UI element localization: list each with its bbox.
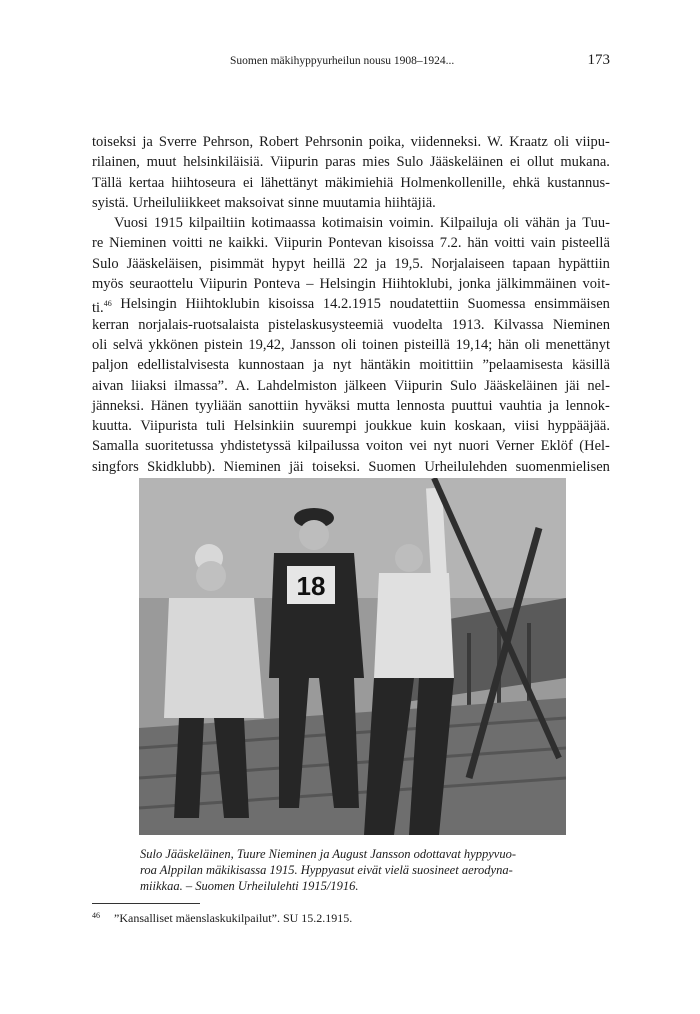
word: 22 <box>353 255 368 272</box>
word: kuutta. <box>92 418 132 435</box>
word: Sulo <box>450 377 477 394</box>
word: aivan <box>92 377 124 394</box>
footnote <box>92 911 612 926</box>
word: jälkeen <box>344 377 387 394</box>
word: oli <box>524 336 540 353</box>
word: vähän <box>525 215 560 232</box>
ski-jumpers-photo <box>139 478 566 835</box>
caption-line: Sulo Jääskeläinen, Tuure Nieminen ja August Jansson odottavat hyppyvuo- <box>140 847 516 861</box>
body-text <box>92 132 610 477</box>
word: hypättiin <box>558 255 610 272</box>
word: koskaan, <box>454 418 506 435</box>
word: Nieminen <box>109 235 167 252</box>
word: toiseksi <box>92 134 137 150</box>
text-line <box>92 213 610 233</box>
word: voimin. <box>389 215 434 232</box>
word: singfors <box>92 458 139 475</box>
word: voitti <box>494 235 525 252</box>
text-line <box>92 254 610 274</box>
text-line <box>92 152 610 172</box>
word: Eklöf <box>540 438 573 455</box>
word: Helsingin <box>319 276 376 293</box>
word: helsinkiläisiä. <box>183 154 264 171</box>
footnote-text: ”Kansalliset mäenslaskukilpailut”. SU 15.2.1915. <box>114 911 353 925</box>
word: Viipurista <box>140 418 198 435</box>
word: Sverre <box>158 134 197 150</box>
text-line <box>92 355 610 375</box>
text-line <box>92 396 610 416</box>
word: Urheilulehden <box>424 458 508 475</box>
word: jäi <box>565 377 580 394</box>
word: mutta <box>356 397 390 414</box>
word: Jääskeläinen <box>484 377 558 394</box>
word: edellistalvisesta <box>137 357 230 374</box>
word: käsillä <box>572 357 610 374</box>
footnote-ref: 46 <box>103 299 112 309</box>
photo-person3-arm <box>434 488 439 578</box>
word: ja <box>565 215 577 232</box>
photo-person1-head <box>196 561 226 591</box>
word: kotimaisin <box>321 215 383 232</box>
word: mäkimiehiä <box>324 174 394 191</box>
word: hän <box>497 336 519 353</box>
word: Suomessa <box>467 296 526 313</box>
word: Kilvassa <box>493 316 544 333</box>
word: oli <box>553 134 570 150</box>
word: Samalla <box>92 438 139 455</box>
word: ykkönen <box>148 336 199 353</box>
word: norjalais-ruotsalaista <box>138 316 260 333</box>
word: kilpailussa <box>297 438 360 455</box>
text-line <box>92 233 610 253</box>
word: jäi <box>289 458 304 475</box>
word: tuli <box>205 418 226 435</box>
word: muutamia <box>322 194 381 211</box>
word: W. <box>487 134 504 150</box>
word: ja <box>142 134 153 150</box>
word: yhdistetyssä <box>220 438 291 455</box>
word: ei <box>509 154 521 171</box>
word: voit- <box>582 276 610 293</box>
word: muut <box>146 154 177 171</box>
word: toiseksi. <box>312 458 360 475</box>
text-line <box>92 173 610 193</box>
word: tyyliään <box>195 397 242 414</box>
word: ei <box>242 174 254 191</box>
word: menettänyt <box>545 336 610 353</box>
photo-person3-sweater <box>374 573 454 678</box>
photo-bib-number: 18 <box>296 571 326 601</box>
word: Tällä <box>92 174 122 191</box>
text-line <box>92 294 610 317</box>
word: maksoivat <box>224 194 285 211</box>
word: Jansson <box>290 336 336 353</box>
word: ja <box>548 397 559 414</box>
word: hyppääjää. <box>547 418 610 435</box>
word: Viipurin <box>274 235 323 252</box>
word: Nieminen <box>552 316 610 333</box>
word: 7.2. <box>439 235 462 252</box>
word: A. <box>235 377 250 394</box>
word: 14.2.1915 <box>322 296 381 313</box>
word: ja <box>313 357 324 374</box>
word: vuodelta <box>392 316 443 333</box>
word: seuraottelu <box>129 276 194 293</box>
word: nel- <box>587 377 610 394</box>
word: Hiihtoklubin <box>185 296 260 313</box>
word: Sulo <box>92 255 119 272</box>
word: paljon <box>92 357 129 374</box>
word: Skidklubb). <box>147 458 216 475</box>
photo-caption <box>140 846 580 894</box>
word: noudatettiin <box>389 296 459 313</box>
word: oli <box>503 215 520 232</box>
word: 1913. <box>451 316 485 333</box>
word: Pehrson, <box>202 134 254 150</box>
word: hiihtoseura <box>171 174 236 191</box>
word: ja <box>375 255 387 272</box>
word: ehkä <box>512 174 540 191</box>
word: nyt <box>332 357 352 374</box>
word: Tuu- <box>582 215 610 232</box>
word: selvä <box>112 336 143 353</box>
text-line <box>92 274 610 294</box>
word: Jääskeläisen, <box>126 255 202 272</box>
word: Kraatz <box>509 134 548 150</box>
word: Nieminen <box>223 458 281 475</box>
text-line <box>92 436 610 456</box>
word: rilainen, <box>92 154 140 171</box>
word: poika, <box>368 134 405 150</box>
word: myös <box>92 276 124 293</box>
word: suurempi <box>302 418 357 435</box>
word: Suomen <box>368 458 416 475</box>
word: hän <box>467 235 489 252</box>
word: Vuosi <box>114 215 148 232</box>
word: sinne <box>288 194 319 211</box>
running-title: Suomen mäkihyppyurheilun nousu 1908–1924... <box>230 55 455 67</box>
word: pisimmät <box>209 255 264 272</box>
word: 19,42, <box>248 336 285 353</box>
word: Pehrsonin <box>304 134 363 150</box>
word: syistä. <box>92 194 129 211</box>
word: Jääskeläinen <box>429 154 504 171</box>
text-line <box>92 315 610 335</box>
word: pisteillä <box>404 336 450 353</box>
word: lähettänyt <box>260 174 318 191</box>
word: liiaksi <box>131 377 167 394</box>
word: kustannus- <box>547 174 610 191</box>
word: voitti <box>172 235 203 252</box>
word: Kilpailuja <box>439 215 498 232</box>
word: ti.$^{46}$ <box>92 299 112 317</box>
word: sanottiin <box>248 397 299 414</box>
text-line <box>92 335 610 355</box>
word: suomenmielisen <box>515 458 610 475</box>
word: kisoissa <box>388 235 434 252</box>
word: kilpailtiin <box>188 215 246 232</box>
word: 19,14; <box>455 336 493 353</box>
word: Helsinkiin <box>233 418 295 435</box>
word: joukkue <box>365 418 412 435</box>
word: mies <box>362 154 390 171</box>
word: nuori <box>458 438 490 455</box>
word: viidenneksi. <box>410 134 482 150</box>
word: Hiihtoklubi, <box>381 276 453 293</box>
text-line <box>92 132 610 152</box>
word: Urheiluliikkeet <box>132 194 221 211</box>
word: kertaa <box>128 174 165 191</box>
word: Verner <box>495 438 535 455</box>
word: Robert <box>259 134 299 150</box>
word: toinen <box>362 336 399 353</box>
word: Norjalaiseen <box>431 255 505 272</box>
word: kerran <box>92 316 130 333</box>
word: Holmenkollenille, <box>400 174 506 191</box>
word: vei <box>409 438 428 455</box>
word: 19,5. <box>394 255 424 272</box>
word: tapaan <box>512 255 551 272</box>
word: ”pelaamisesta <box>482 357 563 374</box>
word: – <box>306 276 314 293</box>
word: ensimmäisen <box>534 296 610 313</box>
word: mukana. <box>560 154 610 171</box>
word: lennok- <box>565 397 610 414</box>
word: (Hel- <box>579 438 610 455</box>
word: 1915 <box>153 215 183 232</box>
page-header <box>92 52 610 72</box>
word: nyt <box>433 438 453 455</box>
word: oli <box>92 336 108 353</box>
word: Viipurin <box>199 276 248 293</box>
word: Ponteva <box>253 276 301 293</box>
word: hiihtäjiä. <box>384 194 436 211</box>
word: pistein <box>204 336 243 353</box>
word: oli <box>341 336 357 353</box>
word: kisoissa <box>268 296 315 313</box>
footnote-divider <box>92 903 200 904</box>
word: Viipurin <box>394 377 443 394</box>
text-line <box>92 416 610 436</box>
word: viipu- <box>575 134 610 150</box>
photo-person1-sweater <box>164 598 264 718</box>
text-line <box>92 193 610 213</box>
word: heillä <box>312 255 346 272</box>
photo-person2-head <box>299 520 329 550</box>
word: re <box>92 235 104 252</box>
word: hypyt <box>271 255 305 272</box>
caption-line: miikkaa. – Suomen Urheilulehti 1915/1916. <box>140 879 359 893</box>
word: Lahdelmiston <box>257 377 337 394</box>
word: vain <box>530 235 556 252</box>
footnote-number: 46 <box>92 911 100 920</box>
word: Sulo <box>396 154 424 171</box>
word: voiton <box>365 438 403 455</box>
word: ne <box>208 235 223 252</box>
word: jälkimmäinen <box>496 276 577 293</box>
historical-photo <box>139 478 566 835</box>
word: suoritetussa <box>145 438 214 455</box>
word: Pontevan <box>328 235 383 252</box>
word: kunnostaan <box>238 357 305 374</box>
photo-person3-head <box>395 544 423 572</box>
word: viisi <box>514 418 540 435</box>
word: jänneksi. <box>92 397 144 414</box>
word: Viipurin <box>270 154 319 171</box>
word: ollut <box>527 154 554 171</box>
word: kuin <box>420 418 447 435</box>
word: lennosta <box>396 397 445 414</box>
word: pistelaskusysteemiä <box>268 316 384 333</box>
word: häntäkin <box>360 357 411 374</box>
page-number: 173 <box>587 52 610 68</box>
word: jonka <box>458 276 491 293</box>
text-line <box>92 457 610 477</box>
word: kotimaassa <box>251 215 316 232</box>
word: Hänen <box>150 397 189 414</box>
word: kaikki. <box>228 235 269 252</box>
caption-line: roa Alppilan mäkikisassa 1915. Hyppyasut eivät vielä suosineet aerodyna- <box>140 863 513 877</box>
word: moitittiin <box>419 357 474 374</box>
word: paras <box>325 154 356 171</box>
word: hyväksi <box>305 397 351 414</box>
word: ilmassa”. <box>174 377 228 394</box>
word: Helsingin <box>120 296 177 313</box>
word: puuttui <box>451 397 493 414</box>
text-line <box>92 376 610 396</box>
word: pisteellä <box>561 235 610 252</box>
word: vauhtia <box>499 397 542 414</box>
